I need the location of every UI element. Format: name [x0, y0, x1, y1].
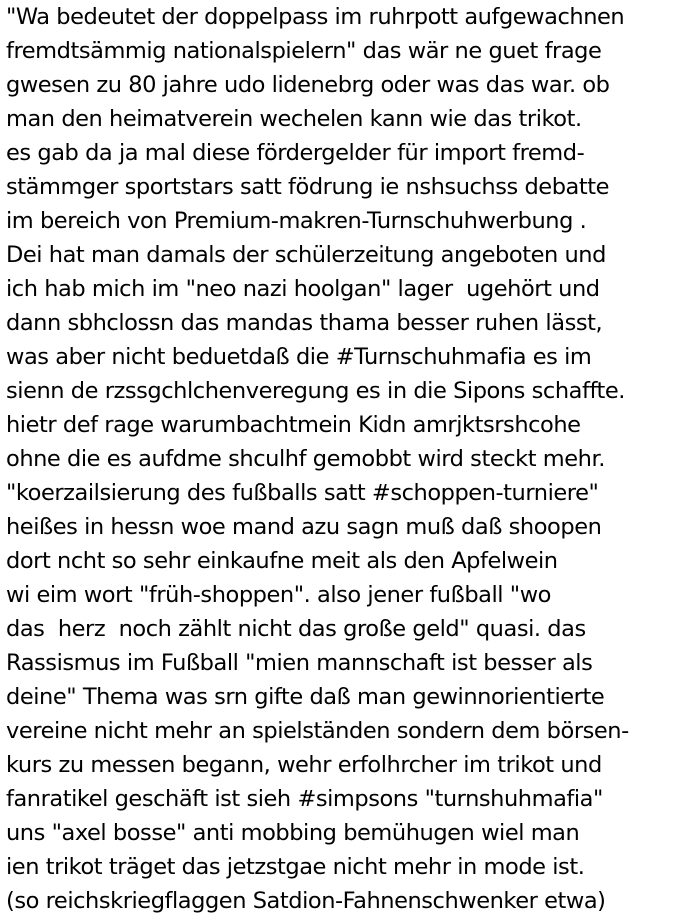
text-line: vereine nicht mehr an spielständen sondern dem börsen- [6, 718, 629, 744]
text-line: man den heimatverein wechelen kann wie das trikot. [6, 106, 582, 132]
text-line: wi eim wort "früh-shoppen". also jener fußball "wo [6, 582, 551, 608]
text-line: das herz noch zählt nicht das große geld" quasi. das [6, 616, 586, 642]
text-line: kurs zu messen begann, wehr erfolhrcher im trikot und [6, 752, 602, 778]
text-line: stämmger sportstars satt födrung ie nshsuchss debatte [6, 174, 610, 200]
text-line: ohne die es aufdme shculhf gemobbt wird steckt mehr. [6, 446, 605, 472]
text-line: ich hab mich im "neo nazi hoolgan" lager ugehört und [6, 276, 600, 302]
text-line: im bereich von Premium-makren-Turnschuhwerbung . [6, 208, 587, 234]
text-line: "Wa bedeutet der doppelpass im ruhrpott aufgewachnen [6, 4, 625, 30]
text-line: ien trikot träget das jetzstgae nicht mehr in mode ist. [6, 854, 585, 880]
text-line: dann sbhclossn das mandas thama besser ruhen lässt, [6, 310, 603, 336]
text-line: was aber nicht beduetdaß die #Turnschuhmafia es im [6, 344, 592, 370]
document-text [6, 0, 682, 918]
text-line: Dei hat man damals der schülerzeitung angeboten und [6, 242, 606, 268]
text-line: fanratikel geschäft ist sieh #simpsons "turnshuhmafia" [6, 786, 603, 812]
text-line: "koerzailsierung des fußballs satt #schoppen-turniere" [6, 480, 599, 506]
text-line: deine" Thema was srn gifte daß man gewinnorientierte [6, 684, 605, 710]
text-line: hietr def rage warumbachtmein Kidn amrjktsrshcohe [6, 412, 581, 438]
text-line: fremdtsämmig nationalspielern" das wär ne guet frage [6, 38, 602, 64]
text-line: heißes in hessn woe mand azu sagn muß daß shoopen [6, 514, 602, 540]
text-line: dort ncht so sehr einkaufne meit als den Apfelwein [6, 548, 558, 574]
text-line: sienn de rzssgchlchenveregung es in die Sipons schaffte. [6, 378, 625, 404]
text-line: (so reichskriegflaggen Satdion-Fahnenschwenker etwa) [6, 888, 606, 914]
text-line: Rassismus im Fußball "mien mannschaft ist besser als [6, 650, 593, 676]
text-line: es gab da ja mal diese fördergelder für import fremd- [6, 140, 585, 166]
text-line: uns "axel bosse" anti mobbing bemühugen wiel man [6, 820, 580, 846]
text-line: gwesen zu 80 jahre udo lidenebrg oder was das war. ob [6, 72, 610, 98]
